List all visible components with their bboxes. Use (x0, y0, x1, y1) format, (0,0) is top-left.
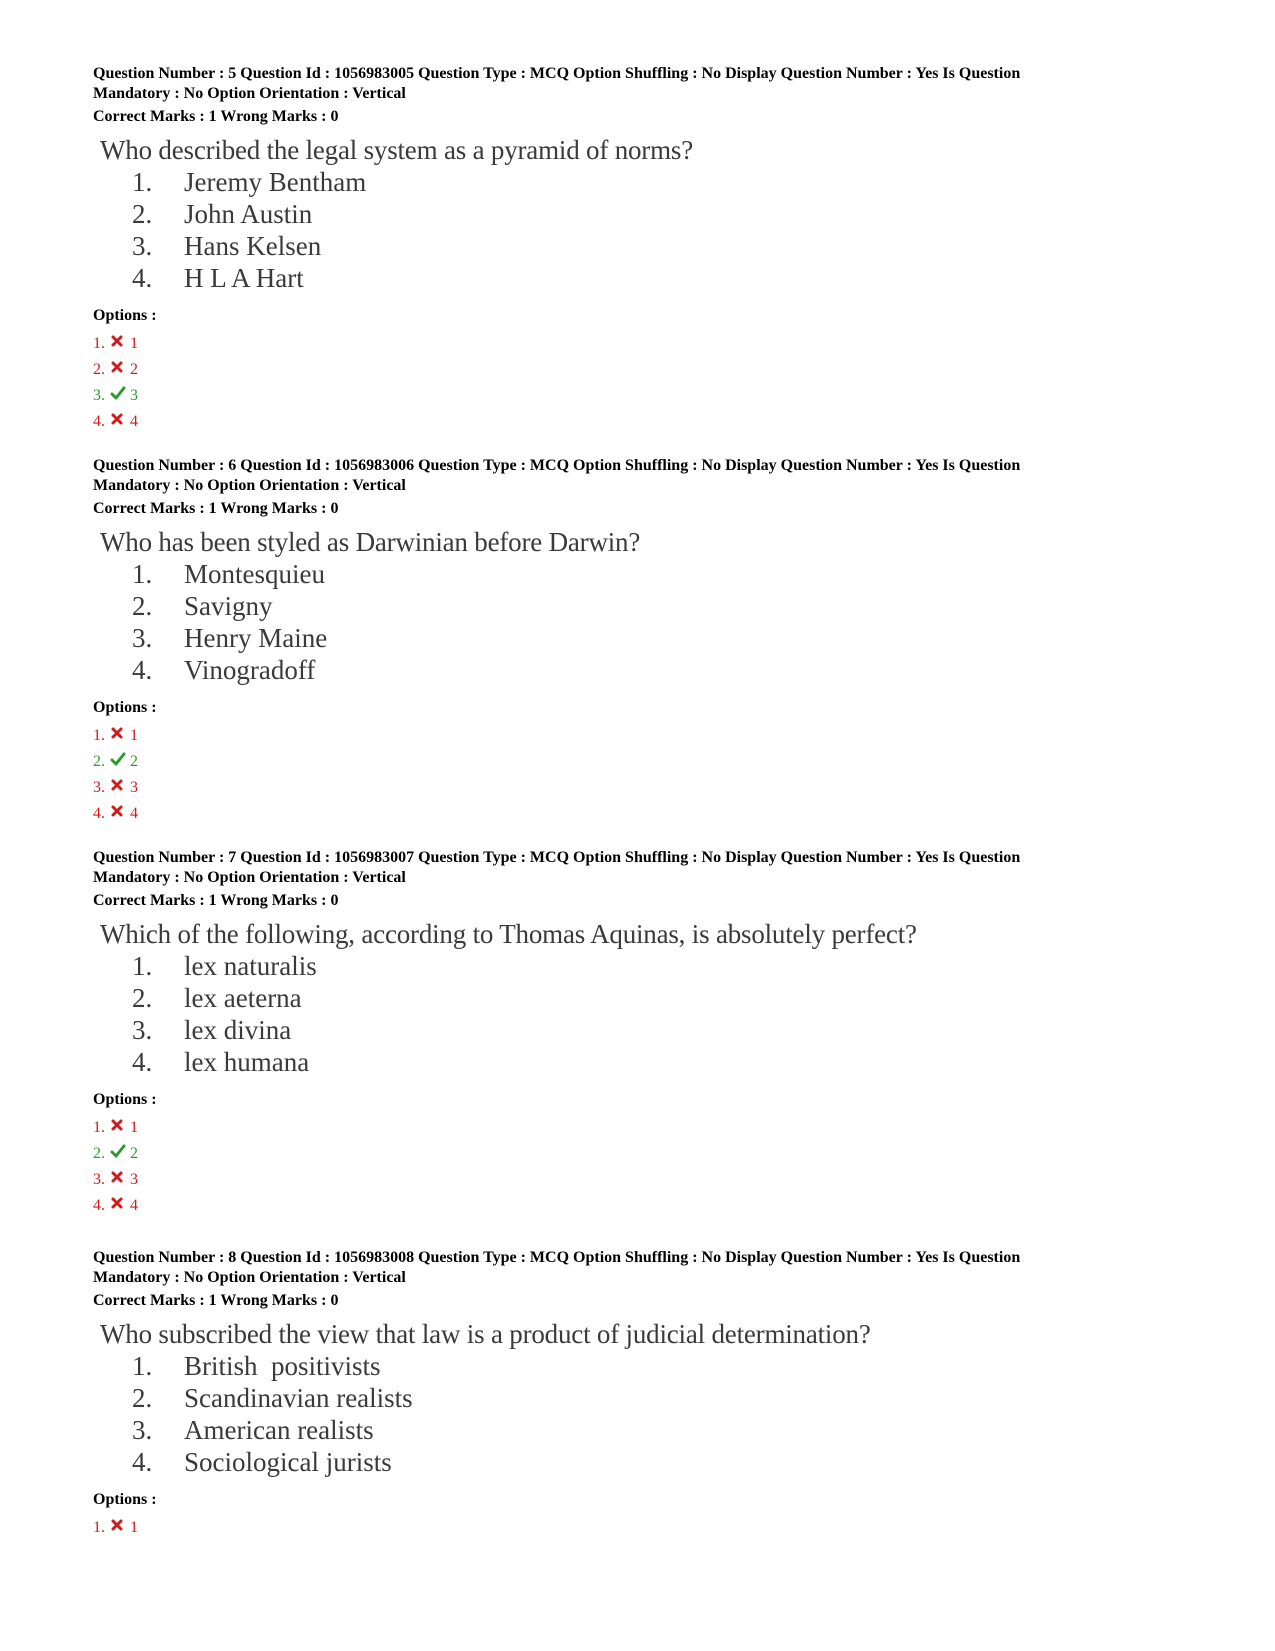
choice-number: 1. (132, 559, 153, 589)
answer-choice (100, 590, 1173, 622)
option-index: 1. (93, 1519, 105, 1536)
choice-text: Hans Kelsen (184, 231, 322, 261)
choice-number: 1. (132, 167, 153, 197)
option-row (93, 383, 1173, 409)
options-label: Options : (93, 307, 157, 324)
option-row (93, 775, 1173, 801)
check-icon (110, 1144, 124, 1158)
option-row (93, 1515, 1173, 1541)
cross-icon (110, 334, 124, 348)
options-list (93, 331, 1173, 435)
option-index: 2. (93, 1145, 105, 1162)
question-text: Which of the following, according to Thomas Aquinas, is absolutely perfect? (100, 919, 917, 949)
option-row (93, 1115, 1173, 1141)
option-value: 3 (130, 779, 138, 796)
choice-text: lex divina (184, 1015, 292, 1045)
option-row (93, 409, 1173, 435)
question-marks: Correct Marks : 1 Wrong Marks : 0 (93, 500, 339, 517)
option-row (93, 1193, 1173, 1219)
question-meta-line-2: Mandatory : No Option Orientation : Vertical (93, 1269, 406, 1286)
options-label: Options : (93, 1491, 157, 1508)
question-image-content (100, 526, 1173, 686)
answer-choice (100, 622, 1173, 654)
option-value: 3 (130, 387, 138, 404)
option-value: 1 (130, 1119, 138, 1136)
option-value: 3 (130, 1171, 138, 1188)
choice-text: lex naturalis (184, 951, 317, 981)
option-value: 1 (130, 1519, 138, 1536)
option-index: 3. (93, 779, 105, 796)
option-index: 1. (93, 727, 105, 744)
answer-choice (100, 950, 1173, 982)
option-value: 4 (130, 805, 138, 822)
option-value: 4 (130, 1197, 138, 1214)
answer-choice (100, 166, 1173, 198)
option-row (93, 1167, 1173, 1193)
choice-number: 3. (132, 231, 153, 261)
choice-number: 4. (132, 1447, 153, 1477)
answer-choice (100, 230, 1173, 262)
answer-choice (100, 654, 1173, 686)
question-text: Who described the legal system as a pyramid of norms? (100, 135, 693, 165)
question-text: Who has been styled as Darwinian before Darwin? (100, 527, 641, 557)
options-list (93, 1115, 1173, 1219)
question-meta-line-2: Mandatory : No Option Orientation : Vertical (93, 477, 406, 494)
answer-choice (100, 262, 1173, 294)
choice-number: 1. (132, 1351, 153, 1381)
question-meta-line-1: Question Number : 7 Question Id : 1056983007 Question Type : MCQ Option Shuffling : No Display Question Number : Yes Is Question (93, 849, 1021, 866)
choice-number: 2. (132, 199, 153, 229)
choice-text: Henry Maine (184, 623, 328, 653)
option-row (93, 801, 1173, 827)
answer-choices (100, 558, 1173, 686)
question-image-content (100, 1318, 1173, 1478)
choice-text: lex aeterna (184, 983, 302, 1013)
choice-number: 3. (132, 1415, 153, 1445)
cross-icon (110, 1118, 124, 1132)
option-value: 4 (130, 413, 138, 430)
choice-number: 4. (132, 263, 153, 293)
cross-icon (110, 726, 124, 740)
option-index: 4. (93, 1197, 105, 1214)
choice-number: 3. (132, 1015, 153, 1045)
options-list (93, 1515, 1173, 1541)
answer-choice (100, 1014, 1173, 1046)
question-image-content (100, 134, 1173, 294)
option-value: 2 (130, 753, 138, 770)
choice-text: British positivists (184, 1351, 381, 1381)
option-value: 1 (130, 335, 138, 352)
option-row (93, 357, 1173, 383)
question-block-6 (93, 456, 1173, 827)
option-row (93, 1141, 1173, 1167)
option-value: 2 (130, 361, 138, 378)
cross-icon (110, 804, 124, 818)
answer-choices (100, 950, 1173, 1078)
options-list (93, 723, 1173, 827)
choice-text: Scandinavian realists (184, 1383, 413, 1413)
answer-choice (100, 198, 1173, 230)
option-row (93, 331, 1173, 357)
options-label: Options : (93, 699, 157, 716)
choice-number: 4. (132, 655, 153, 685)
question-marks: Correct Marks : 1 Wrong Marks : 0 (93, 892, 339, 909)
answer-choice (100, 1446, 1173, 1478)
question-block-8 (93, 1248, 1173, 1541)
question-block-7 (93, 848, 1173, 1219)
choice-text: Jeremy Bentham (184, 167, 367, 197)
question-meta-line-2: Mandatory : No Option Orientation : Vertical (93, 85, 406, 102)
answer-choice (100, 1350, 1173, 1382)
option-index: 1. (93, 335, 105, 352)
option-index: 1. (93, 1119, 105, 1136)
question-image-content (100, 918, 1173, 1078)
cross-icon (110, 412, 124, 426)
question-meta-line-1: Question Number : 8 Question Id : 1056983008 Question Type : MCQ Option Shuffling : No Display Question Number : Yes Is Question (93, 1249, 1021, 1266)
choice-number: 4. (132, 1047, 153, 1077)
cross-icon (110, 1170, 124, 1184)
answer-choice (100, 1414, 1173, 1446)
question-meta-line-1: Question Number : 6 Question Id : 1056983006 Question Type : MCQ Option Shuffling : No Display Question Number : Yes Is Question (93, 457, 1021, 474)
answer-choice (100, 1382, 1173, 1414)
choice-text: Vinogradoff (184, 655, 316, 685)
choice-number: 1. (132, 951, 153, 981)
choice-number: 2. (132, 983, 153, 1013)
cross-icon (110, 360, 124, 374)
choice-text: Savigny (184, 591, 273, 621)
question-text: Who subscribed the view that law is a product of judicial determination? (100, 1319, 871, 1349)
option-value: 1 (130, 727, 138, 744)
answer-choice (100, 1046, 1173, 1078)
option-index: 2. (93, 361, 105, 378)
question-marks: Correct Marks : 1 Wrong Marks : 0 (93, 1292, 339, 1309)
choice-number: 2. (132, 591, 153, 621)
answer-choice (100, 558, 1173, 590)
question-marks: Correct Marks : 1 Wrong Marks : 0 (93, 108, 339, 125)
cross-icon (110, 1196, 124, 1210)
choice-text: H L A Hart (184, 263, 304, 293)
cross-icon (110, 1518, 124, 1532)
answer-choices (100, 166, 1173, 294)
option-index: 3. (93, 387, 105, 404)
answer-choices (100, 1350, 1173, 1478)
option-row (93, 749, 1173, 775)
option-index: 3. (93, 1171, 105, 1188)
option-value: 2 (130, 1145, 138, 1162)
check-icon (110, 386, 124, 400)
option-index: 4. (93, 413, 105, 430)
option-index: 2. (93, 753, 105, 770)
check-icon (110, 752, 124, 766)
answer-choice (100, 982, 1173, 1014)
choice-number: 3. (132, 623, 153, 653)
question-meta-line-2: Mandatory : No Option Orientation : Vertical (93, 869, 406, 886)
options-label: Options : (93, 1091, 157, 1108)
option-index: 4. (93, 805, 105, 822)
option-row (93, 723, 1173, 749)
choice-text: Montesquieu (184, 559, 325, 589)
question-block-5 (93, 64, 1173, 435)
choice-text: John Austin (184, 199, 313, 229)
choice-text: Sociological jurists (184, 1447, 392, 1477)
question-meta-line-1: Question Number : 5 Question Id : 1056983005 Question Type : MCQ Option Shuffling : No Display Question Number : Yes Is Question (93, 65, 1021, 82)
cross-icon (110, 778, 124, 792)
choice-text: lex humana (184, 1047, 310, 1077)
choice-number: 2. (132, 1383, 153, 1413)
choice-text: American realists (184, 1415, 374, 1445)
